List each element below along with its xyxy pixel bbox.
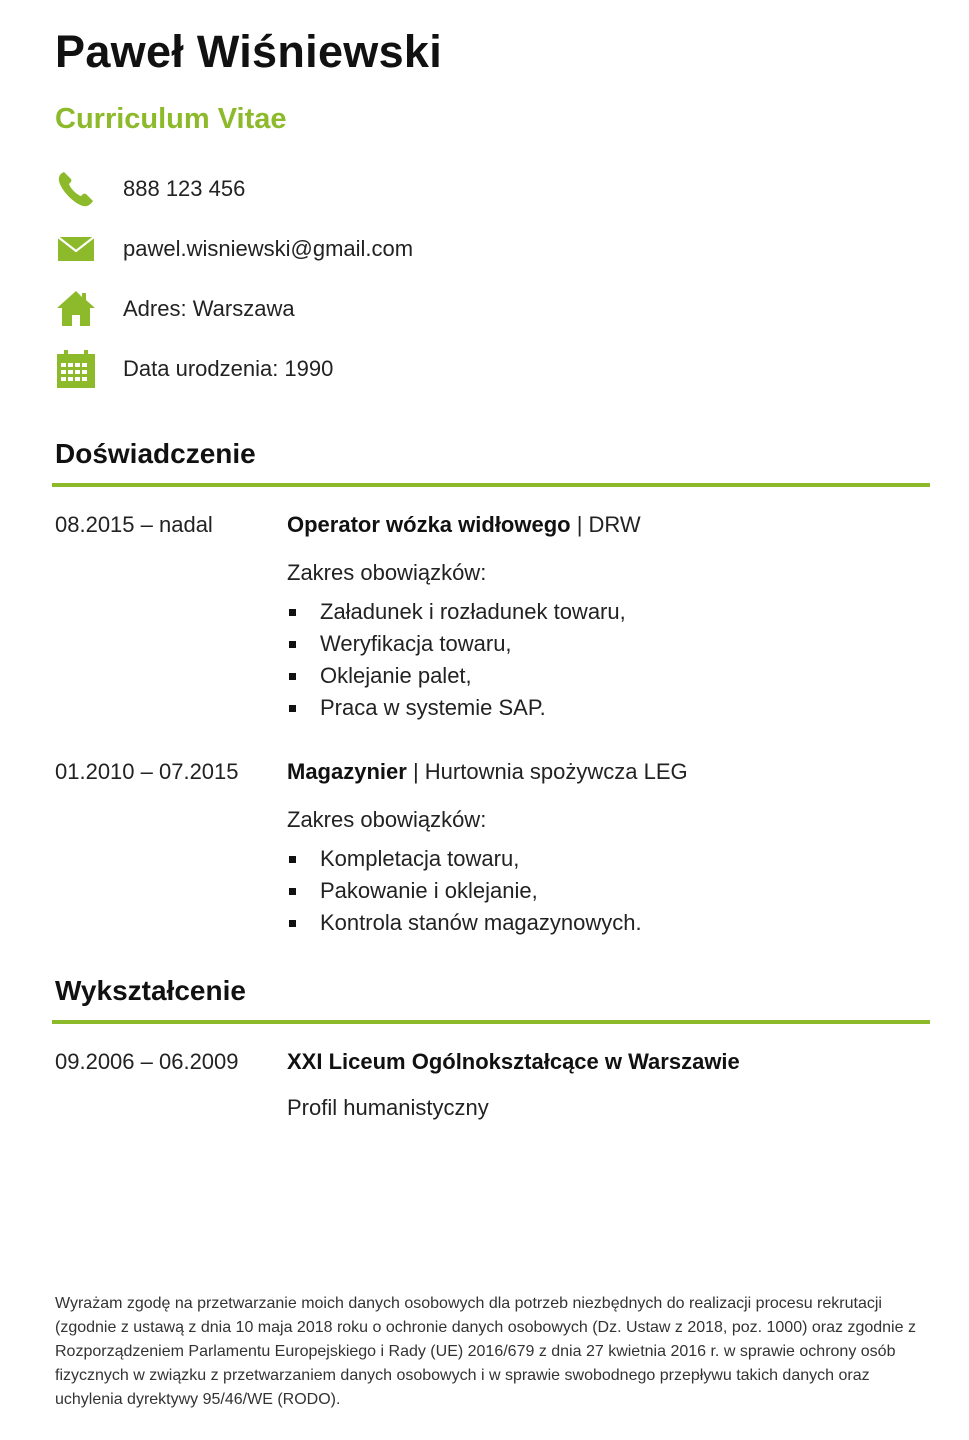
experience-dates: 01.2010 – 07.2015 — [55, 759, 239, 784]
job-role: Operator wózka widłowego — [287, 512, 571, 537]
duties-label: Zakres obowiązków: — [287, 560, 487, 585]
list-item: Kompletacja towaru, — [287, 843, 927, 875]
bullet-square-icon — [289, 705, 296, 712]
bullet-square-icon — [289, 888, 296, 895]
company-name: Hurtownia spożywcza LEG — [424, 759, 688, 784]
cv-name: Paweł Wiśniewski — [55, 26, 443, 77]
experience-title-line — [287, 759, 927, 785]
duties-list — [287, 596, 927, 724]
duties-list — [287, 843, 927, 939]
duties-label: Zakres obowiązków: — [287, 807, 487, 832]
bullet-square-icon — [289, 673, 296, 680]
birth-date: Data urodzenia: 1990 — [123, 356, 334, 381]
education-dates: 09.2006 – 06.2009 — [55, 1049, 239, 1074]
school-profile: Profil humanistyczny — [287, 1095, 489, 1120]
job-role: Magazynier — [287, 759, 407, 784]
list-item: Załadunek i rozładunek towaru, — [287, 596, 927, 628]
list-item: Oklejanie palet, — [287, 660, 927, 692]
company-name: DRW — [588, 512, 641, 537]
list-item: Pakowanie i oklejanie, — [287, 875, 927, 907]
title-separator: | — [406, 759, 425, 784]
list-item: Weryfikacja towaru, — [287, 628, 927, 660]
home-icon — [55, 288, 97, 330]
contact-address-row — [55, 288, 655, 332]
title-separator: | — [570, 512, 589, 537]
contact-birth-row — [55, 348, 655, 392]
experience-heading: Doświadczenie — [55, 438, 256, 469]
bullet-square-icon — [289, 609, 296, 616]
list-item: Praca w systemie SAP. — [287, 692, 927, 724]
school-name: XXI Liceum Ogólnokształcące w Warszawie — [287, 1049, 740, 1074]
gdpr-consent-clause: Wyrażam zgodę na przetwarzanie moich danych osobowych dla potrzeb niezbędnych do realizacji procesu rekrutacji (zgodnie z ustawą z dnia 10 maja 2018 roku o ochronie danych osobowych (Dz. Ustaw z 2018, poz. 1000) oraz zgodnie z Rozporządzeniem Parlamentu Europejskiego i Rady (UE) 2016/679 z dnia 27 kwietnia 2016 r. w sprawie ochrony osób fizycznych w związku z przetwarzaniem danych osobowych i w sprawie swobodnego przepływu takich danych oraz uchylenia dyrektywy 95/46/WE (RODO). — [55, 1295, 916, 1408]
bullet-square-icon — [289, 641, 296, 648]
contact-phone-row — [55, 168, 655, 212]
calendar-icon — [55, 348, 97, 390]
address-text: Adres: Warszawa — [123, 296, 295, 321]
education-heading: Wykształcenie — [55, 975, 246, 1006]
bullet-square-icon — [289, 856, 296, 863]
experience-divider — [52, 483, 930, 487]
envelope-icon — [55, 228, 97, 270]
experience-title-line — [287, 512, 927, 538]
education-title-line — [287, 1049, 927, 1075]
list-item: Kontrola stanów magazynowych. — [287, 907, 927, 939]
contact-email-row — [55, 228, 655, 272]
education-divider — [52, 1020, 930, 1024]
email-address: pawel.wisniewski@gmail.com — [123, 236, 414, 261]
phone-number: 888 123 456 — [123, 176, 246, 201]
experience-dates: 08.2015 – nadal — [55, 512, 213, 537]
cv-subtitle: Curriculum Vitae — [55, 103, 287, 135]
bullet-square-icon — [289, 920, 296, 927]
phone-icon — [55, 168, 97, 210]
